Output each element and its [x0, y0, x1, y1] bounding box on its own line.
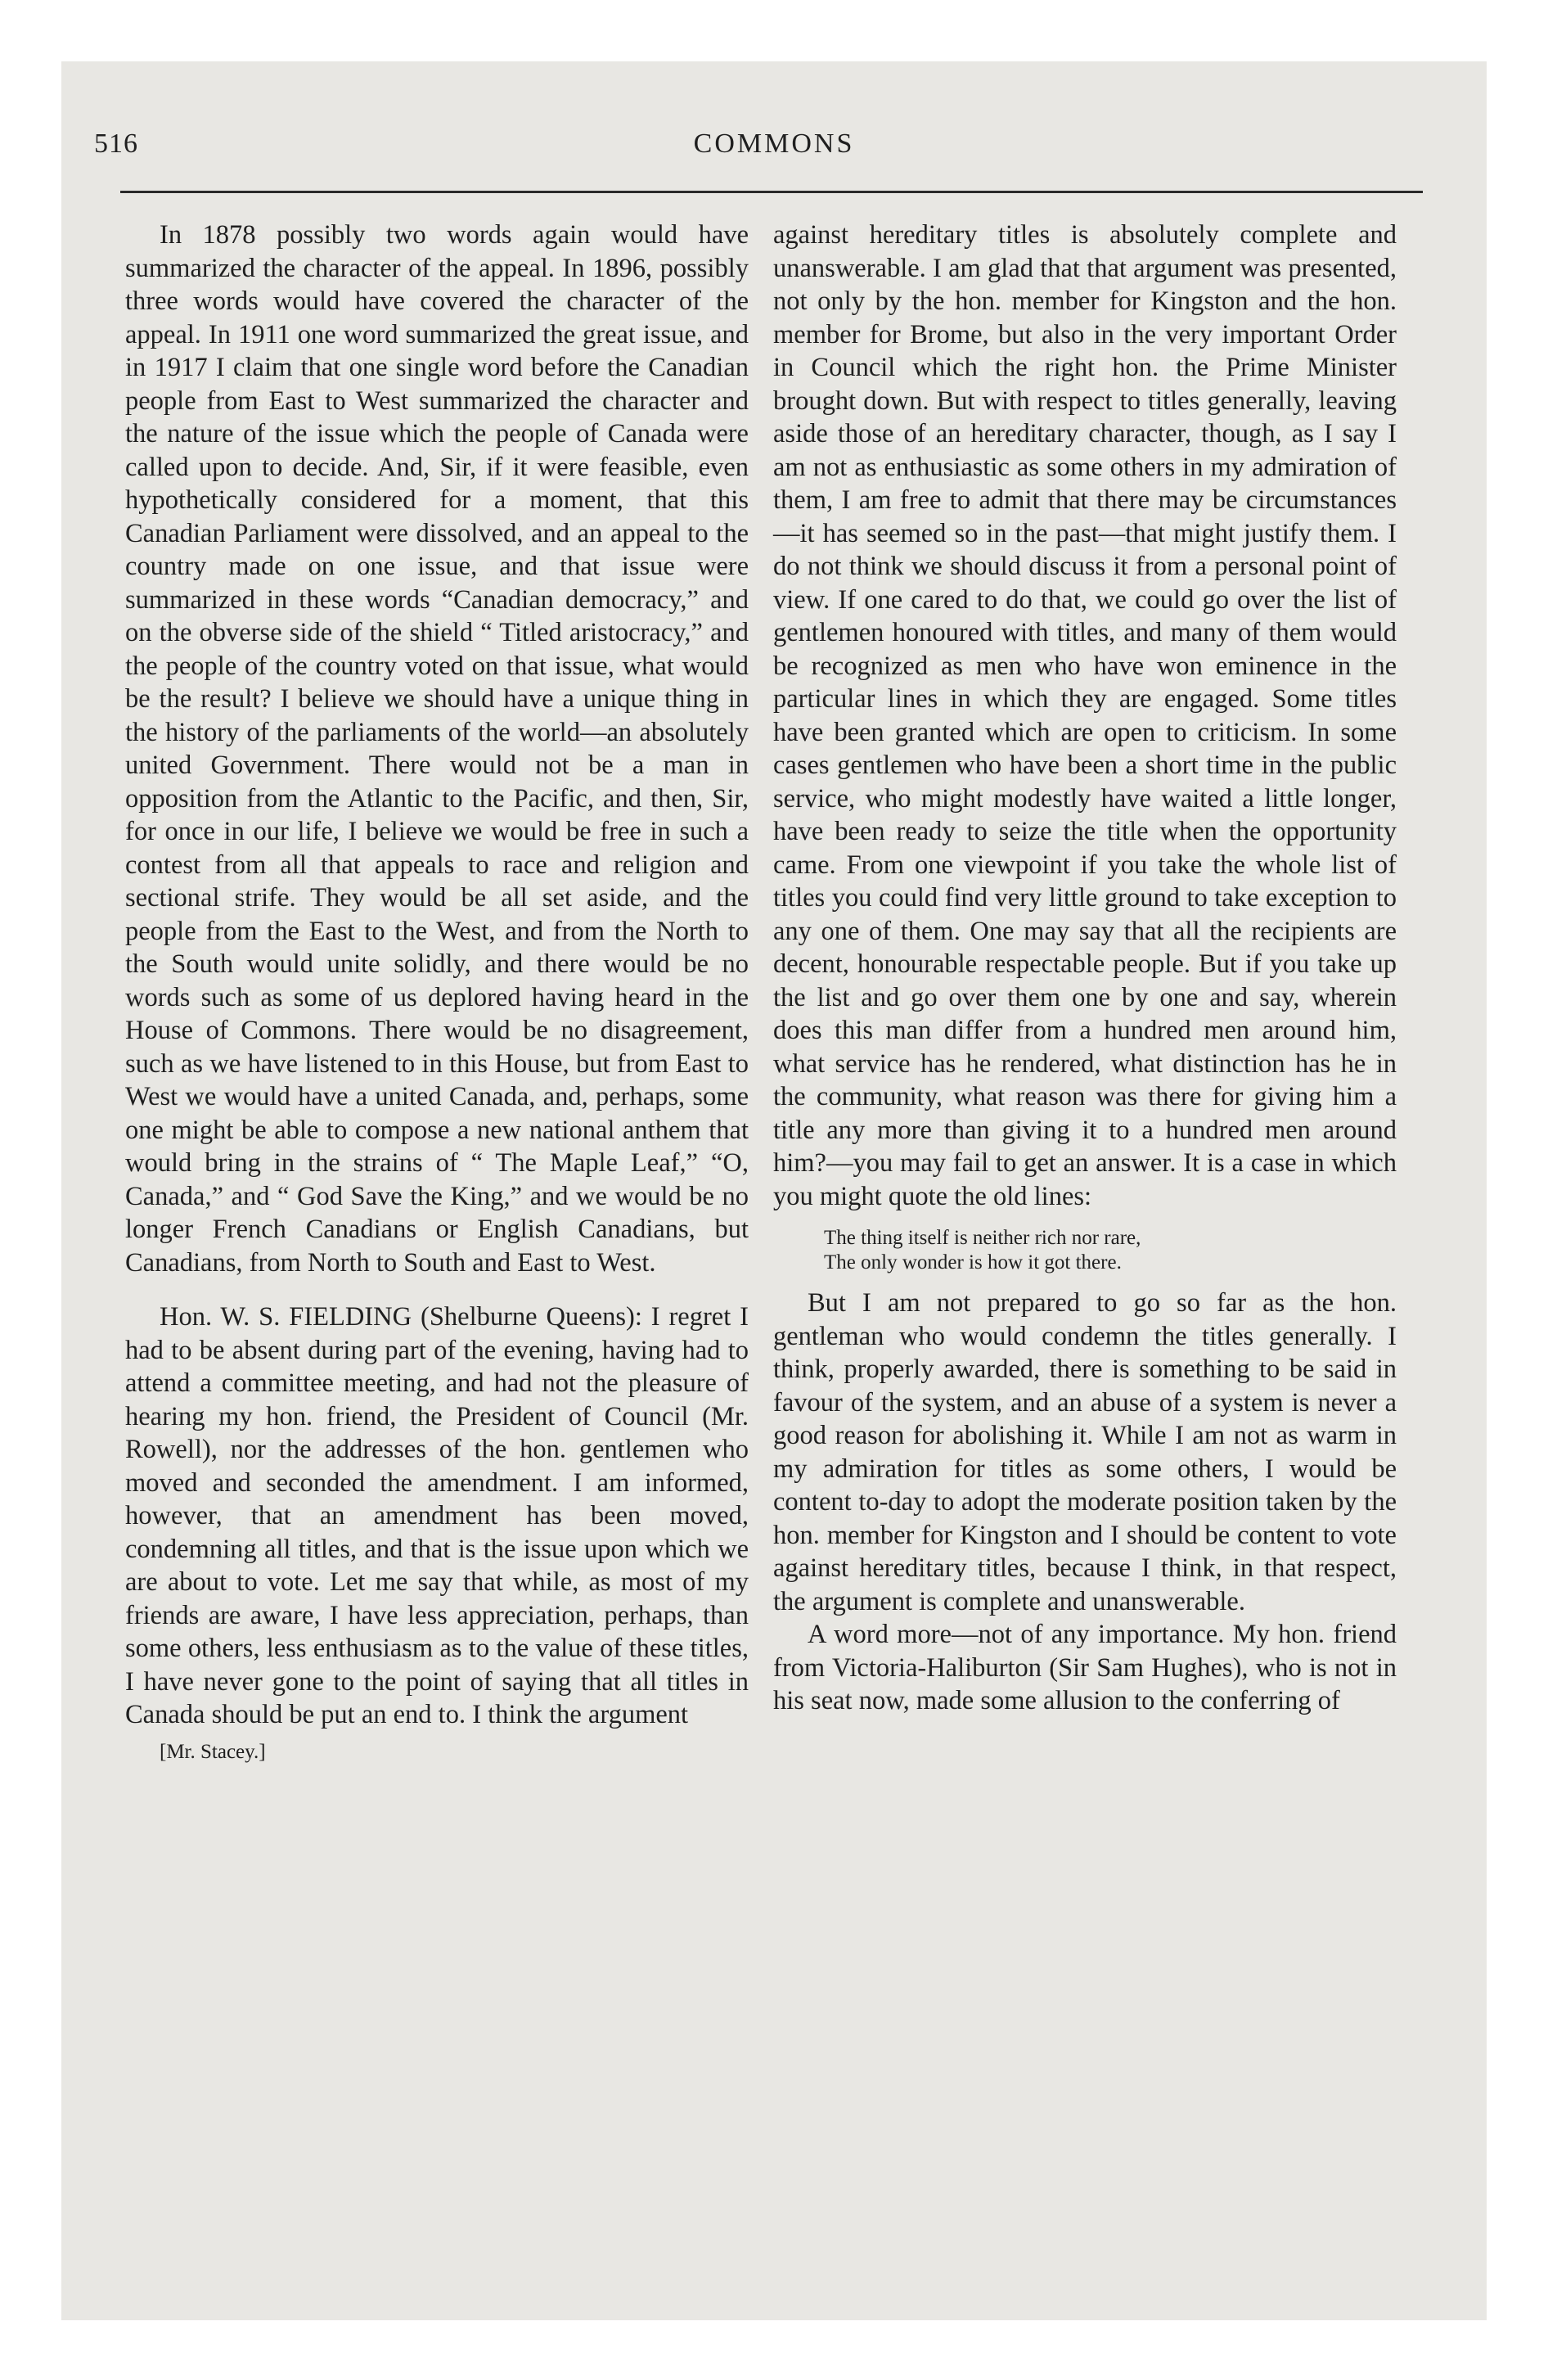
body-paragraph: A word more—not of any importance. My hon. friend from Victoria-Haliburton (Sir Sam Hughes), who is not in his seat now, made some allusion to the conferring of [773, 1620, 1397, 1715]
quote-line: The thing itself is neither rich nor rare, [824, 1227, 1141, 1249]
left-column [125, 219, 749, 1765]
speaker-attribution: [Mr. Stacey.] [160, 1740, 266, 1763]
running-head: COMMONS [693, 128, 855, 159]
body-paragraph: against hereditary titles is absolutely complete and unanswerable. I am glad that that argument was presented, not only by the hon. member for Kingston and the hon. member for Brome, but also in the very important Order in Council which the right hon. the Prime Minister brought down. But with respect to titles generally, leaving aside those of an hereditary character, though, as I say I am not as enthusiastic as some others in my admiration of them, I am free to admit that there may be circumstances—it has seemed so in the past—that might justify them. I do not think we should discuss it from a personal point of view. If one cared to do that, we could go over the list of gentlemen honoured with titles, and many of them would be recognized as men who have won eminence in the particular lines in which they are engaged. Some titles have been granted which are open to criticism. In some cases gentlemen who have been a short time in the public service, who might modestly have waited a little longer, have been ready to seize the title when the opportunity came. From one viewpoint if you take the whole list of titles you could find very little ground to take exception to any one of them. One may say that all the recipients are decent, honourable respectable people. But if you take up the list and go over them one by one and say, wherein does this man differ from a hundred men around him, what service has he rendered, what distinction has he in the community, what reason was there for giving him a title any more than giving it to a hundred men around him?—you may fail to get an answer. It is a case in which you might quote the old lines: [773, 220, 1397, 1211]
body-paragraph: But I am not prepared to go so far as the hon. gentleman who would condemn the titles generally. I think, properly awarded, there is something to be said in favour of the system, and an abuse of a system is never a good reason for abolishing it. While I am not as warm in my admiration for titles as some others, I would be content to-day to adopt the moderate position taken by the hon. member for Kingston and I should be content to vote against hereditary titles, because I think, in that respect, the argument is complete and unanswerable. [773, 1288, 1397, 1616]
verse-quote [773, 1226, 1397, 1275]
page-number: 516 [94, 128, 138, 159]
right-column [773, 219, 1397, 1718]
body-paragraph: In 1878 possibly two words again would have summarized the character of the appeal. In 1896, possibly three words would have covered the character of the appeal. In 1911 one word summarized the great issue, and in 1917 I claim that one single word before the Canadian people from East to West summarized the character and the nature of the issue which the people of Canada were called upon to decide. And, Sir, if it were feasible, even hypothetically considered for a moment, that this Canadian Parliament were dissolved, and an appeal to the country made on one issue, and that issue were summarized in these words “Canadian democracy,” and on the obverse side of the shield “ Titled aristocracy,” and the people of the country voted on that issue, what would be the result? I believe we should have a unique thing in the history of the parliaments of the world—an absolutely united Government. There would not be a man in opposition from the Atlantic to the Pacific, and then, Sir, for once in our life, I believe we would be free in such a contest from all that appeals to race and religion and sectional strife. They would be all set aside, and the people from the East to the West, and from the North to the South would unite solidly, and there would be no words such as some of us deplored having heard in the House of Commons. There would be no disagreement, such as we have listened to in this House, but from East to West we would have a united Canada, and, perhaps, some one might be able to compose a new national anthem that would bring in the strains of “ The Maple Leaf,” “O, Canada,” and “ God Save the King,” and we would be no longer French Canadians or English Canadians, but Canadians, from North to South and East to West. [125, 220, 749, 1278]
fielding-speech-paragraph: Hon. W. S. FIELDING (Shelburne Queens): I regret I had to be absent during part of the evening, having had to attend a committee meeting, and had not the pleasure of hearing my hon. friend, the President of Council (Mr. Rowell), nor the addresses of the hon. gentlemen who moved and seconded the amendment. I am informed, however, that an amendment has been moved, condemning all titles, and that is the issue upon which we are about to vote. Let me say that while, as most of my friends are aware, I have less appreciation, perhaps, than some others, less enthusiasm as to the value of these titles, I have never gone to the point of saying that all titles in Canada should be put an end to. I think the argument [125, 1302, 749, 1729]
header-rule [120, 191, 1423, 193]
page-sheet [61, 61, 1487, 2320]
quote-line: The only wonder is how it got there. [824, 1251, 1122, 1273]
